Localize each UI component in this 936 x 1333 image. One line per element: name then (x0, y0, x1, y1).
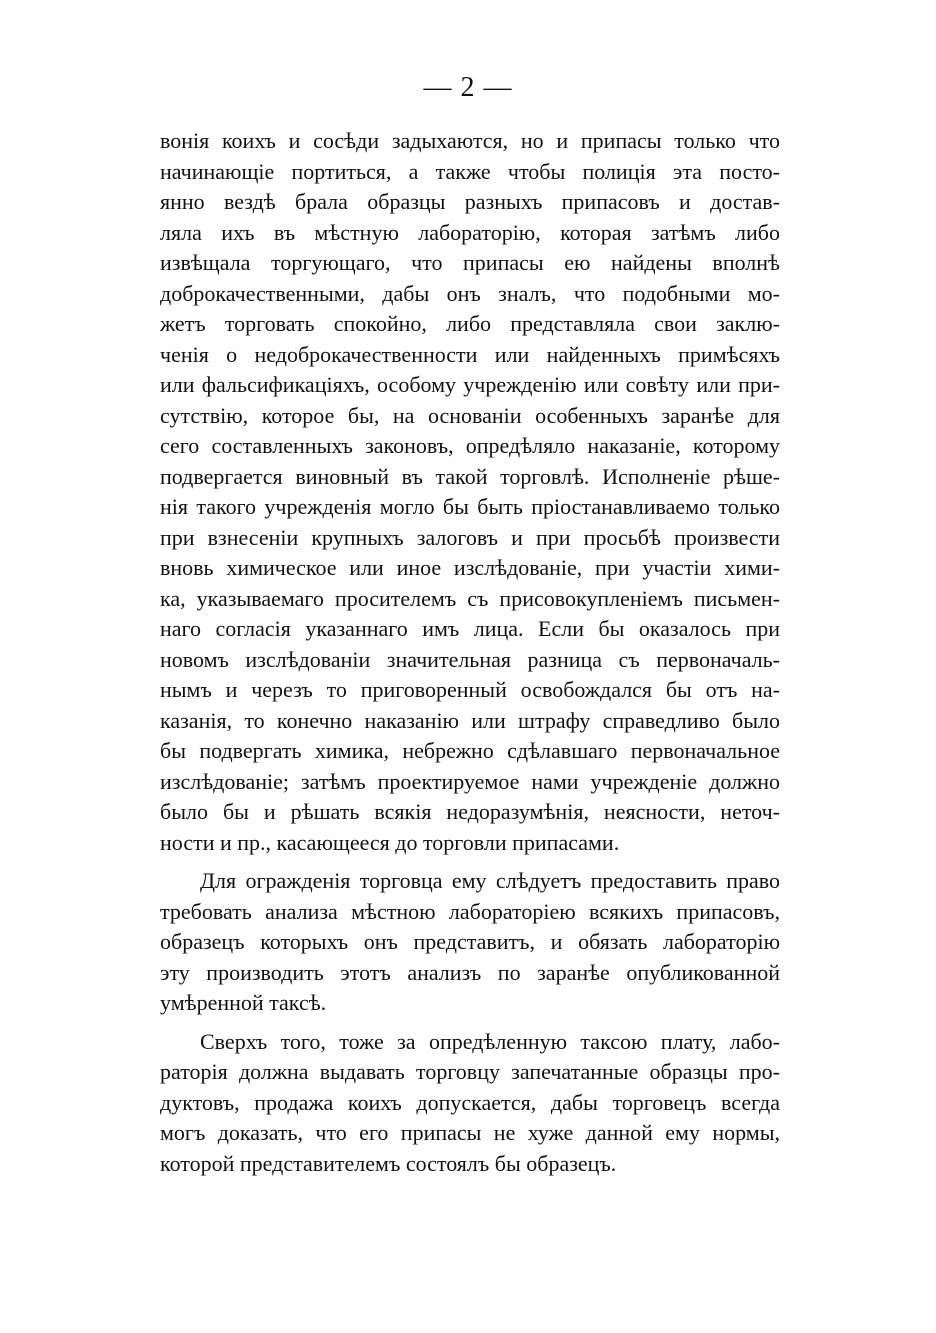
text-line: начинающіе портиться, а также чтобы полиція эта посто- (160, 158, 780, 184)
text-line: которой представителемъ состоялъ бы образецъ. (160, 1150, 617, 1176)
paragraph-gap (160, 1019, 780, 1027)
text-line: ности и пр., касающееся до торговли припасами. (160, 829, 620, 855)
text-line: нія такого учрежденія могло бы быть пріостанавливаемо только (160, 494, 780, 519)
text-line: изслѣдованіе; затѣмъ проектируемое нами учрежденіе должно (160, 768, 780, 794)
text-line: ляла ихъ въ мѣстную лабораторію, которая затѣмъ либо (160, 219, 780, 245)
paragraph-gap (160, 858, 780, 866)
text-line: извѣщала торгующаго, что припасы ею найдены вполнѣ (160, 250, 780, 275)
text-line: Для огражденія торговца ему слѣдуетъ предоставить право (200, 868, 780, 893)
text-line: вновь химическое или иное изслѣдованіе, при участіи хими- (160, 555, 780, 580)
text-line: жетъ торговать спокойно, либо представляла свои заклю- (160, 311, 780, 336)
body-text (160, 126, 780, 1179)
text-line: сего составленныхъ законовъ, опредѣляло наказаніе, которому (160, 433, 780, 458)
paragraph-3 (160, 1027, 780, 1180)
text-line: при взнесеніи крупныхъ залоговъ и при просьбѣ произвести (160, 524, 780, 550)
text-line: было бы и рѣшать всякія недоразумѣнія, неясности, неточ- (160, 799, 780, 824)
text-line: новомъ изслѣдованіи значительная разница съ первоначаль- (160, 646, 780, 672)
text-line: нымъ и черезъ то приговоренный освобождался бы отъ на- (160, 677, 780, 702)
text-line: дуктовъ, продажа коихъ допускается, дабы торговецъ всегда (160, 1089, 780, 1115)
text-line: подвергается виновный въ такой торговлѣ. Исполненіе рѣше- (160, 463, 780, 489)
text-line: ка, указываемаго просителемъ съ присовокупленіемъ письмен- (160, 585, 780, 611)
text-line: казанія, то конечно наказанію или штрафу справедливо было (160, 707, 780, 733)
text-line: вонія коихъ и сосѣди задыхаются, но и припасы только что (160, 128, 780, 153)
text-line: умѣренной таксѣ. (160, 990, 327, 1015)
page-number: — 2 — (423, 72, 513, 103)
text-line: или фальсификаціяхъ, особому учрежденію или совѣту или при- (160, 372, 780, 397)
text-line: наго согласія указаннаго имъ лица. Если бы оказалось при (160, 616, 780, 641)
text-line: янно вездѣ брала образцы разныхъ припасовъ и достав- (160, 189, 780, 214)
text-line: могъ доказать, что его припасы не хуже данной ему нормы, (160, 1120, 780, 1145)
text-line: эту производить этотъ анализъ по заранѣе опубликованной (160, 959, 780, 985)
text-line: бы подвергать химика, небрежно сдѣлавшаго первоначальное (160, 738, 780, 763)
text-line: доброкачественными, дабы онъ зналъ, что подобными мо- (160, 280, 780, 306)
paragraph-2 (160, 866, 780, 1019)
text-line: Сверхъ того, тоже за опредѣленную таксою плату, лабо- (200, 1028, 780, 1054)
paragraph-1 (160, 126, 780, 858)
text-line: раторія должна выдавать торговцу запечатанные образцы про- (160, 1059, 780, 1084)
text-line: требовать анализа мѣстною лабораторіею всякихъ припасовъ, (160, 898, 780, 924)
text-line: сутствію, которое бы, на основаніи особенныхъ заранѣе для (160, 402, 780, 428)
text-line: образецъ которыхъ онъ представитъ, и обязать лабораторію (160, 929, 780, 954)
text-line: ченія о недоброкачественности или найденныхъ примѣсяхъ (160, 341, 780, 367)
